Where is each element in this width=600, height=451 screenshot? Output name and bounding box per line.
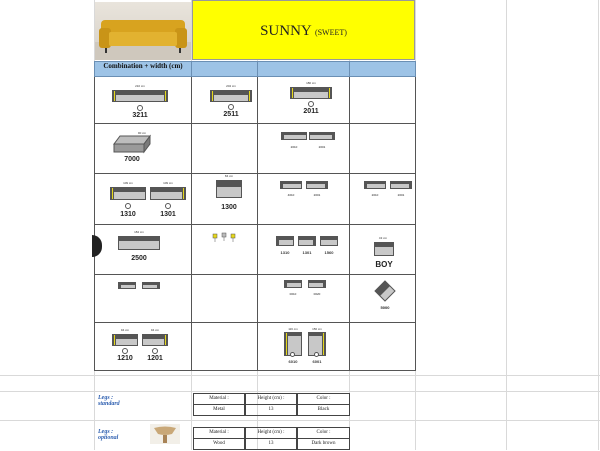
row-border — [94, 123, 416, 124]
grid-line — [598, 0, 599, 450]
sofa-1300-drawing — [216, 180, 242, 198]
code-1300: 1300 — [221, 204, 237, 211]
title-main: SUNNY — [260, 23, 312, 39]
legs-label-line1: Legs : — [98, 395, 114, 401]
code-1310: 1310 — [280, 250, 290, 255]
title-sub: (SWEET) — [314, 28, 347, 37]
position-circle — [308, 101, 314, 107]
product-photo — [95, 2, 191, 60]
sofa-2010-drawing — [281, 132, 307, 140]
code-1201: 1201 — [147, 355, 163, 362]
sofa-1201-drawing — [142, 334, 168, 346]
page-title — [193, 23, 414, 40]
scroll-handle[interactable] — [92, 235, 102, 257]
header-cell — [191, 61, 258, 77]
sofa-0010-drawing — [284, 280, 302, 288]
code-2010: 2010 — [371, 193, 379, 197]
code-0010: 0010 — [289, 292, 297, 296]
sofa-2001-drawing — [390, 181, 412, 189]
dimension-label: 94 cm — [120, 328, 130, 332]
sofa-0020-drawing — [308, 280, 326, 288]
boy-drawing — [374, 242, 394, 256]
wooden-leg-image — [148, 422, 182, 446]
sofa-1210-drawing — [112, 334, 138, 346]
dimension-label: 84 cm — [224, 174, 234, 178]
position-circle — [290, 352, 295, 357]
color-value: Dark brown — [297, 438, 350, 450]
height-value: 13 — [245, 404, 297, 416]
row-border — [94, 370, 416, 371]
position-circle — [314, 352, 319, 357]
col-border — [94, 77, 95, 371]
legs-optional-label — [98, 429, 118, 441]
position-circle — [228, 104, 234, 110]
code-5000: 5000 — [380, 305, 390, 310]
col-border — [257, 77, 258, 371]
dimension-label: 90 cm — [137, 131, 147, 135]
row-border — [94, 322, 416, 323]
code-2001: 2001 — [313, 193, 321, 197]
code-2011: 2011 — [303, 108, 319, 115]
header-cell — [349, 61, 416, 77]
position-circle — [137, 105, 143, 111]
position-circle — [122, 348, 128, 354]
code-2500: 2500 — [131, 255, 147, 262]
grid-line — [0, 420, 600, 421]
row-border — [94, 224, 416, 225]
code-2010: 2010 — [290, 145, 298, 149]
position-circle — [165, 203, 171, 209]
material-value: Wood — [193, 438, 245, 450]
code-2001: 2001 — [318, 145, 326, 149]
sofa-1310-drawing — [110, 187, 146, 200]
height-header: Height (cm) : — [245, 393, 297, 405]
grid-line — [506, 0, 507, 450]
dimension-label: 116 cm — [288, 327, 298, 331]
code-1310: 1310 — [120, 211, 136, 218]
dimension-label: 180 cm — [306, 81, 316, 85]
header-cell — [257, 61, 350, 77]
dimension-label: 109 cm — [123, 181, 133, 185]
material-header: Material : — [193, 427, 245, 439]
sofa-2001-drawing — [306, 181, 328, 189]
sofa-2010-drawing — [364, 181, 386, 189]
pillows-icon — [212, 232, 242, 244]
position-circle — [125, 203, 131, 209]
code-1301: 1301 — [302, 250, 312, 255]
sofa-4010-drawing — [280, 181, 302, 189]
legs-standard-table — [193, 393, 350, 417]
sofa-1560-drawing — [320, 236, 338, 246]
sofa-2511-drawing — [210, 90, 252, 102]
sofa-1301-drawing — [150, 187, 186, 200]
sofa-2500-drawing — [118, 236, 160, 250]
code-6010: 6010 — [288, 359, 298, 364]
ottoman-7000-drawing — [112, 134, 152, 154]
grid-line — [0, 375, 600, 376]
code-2511: 2511 — [223, 111, 239, 118]
sofa-1310-drawing — [276, 236, 294, 246]
dimension-label: 43 cm — [378, 236, 388, 240]
dimension-label: 210 cm — [135, 84, 145, 88]
code-1210: 1210 — [117, 355, 133, 362]
material-value: Metal — [193, 404, 245, 416]
code-0020: 0020 — [313, 292, 321, 296]
row-border — [94, 274, 416, 275]
height-header: Height (cm) : — [245, 427, 297, 439]
sofa-1301-drawing — [298, 236, 316, 246]
material-header: Material : — [193, 393, 245, 405]
dimension-label: 94 cm — [150, 328, 160, 332]
code-1301: 1301 — [160, 211, 176, 218]
legs-optional-table — [193, 427, 350, 451]
header-cell — [94, 61, 192, 77]
sofa-3211-drawing — [112, 90, 168, 102]
code-1560: 1560 — [324, 250, 334, 255]
color-header: Color : — [297, 393, 350, 405]
grid-line — [0, 391, 600, 392]
code-4010: 4010 — [287, 193, 295, 197]
dimension-label: 156 cm — [312, 327, 322, 331]
code-7000: 7000 — [124, 156, 140, 163]
col-border — [415, 77, 416, 371]
sofa-2011-drawing — [290, 87, 332, 99]
title-cell — [192, 0, 415, 60]
dimension-label: 109 cm — [163, 181, 173, 185]
sofa-small-drawing — [142, 282, 160, 289]
color-value: Black — [297, 404, 350, 416]
color-header: Color : — [297, 427, 350, 439]
code-3211: 3211 — [132, 112, 148, 119]
code-6001: 6001 — [312, 359, 322, 364]
legs-label-line1: Legs : — [98, 429, 114, 435]
dimension-label: 204 cm — [226, 84, 236, 88]
height-value: 13 — [245, 438, 297, 450]
row-border — [94, 173, 416, 174]
dimension-label: 184 cm — [134, 230, 144, 234]
col-border — [349, 77, 350, 371]
corner-5000-drawing — [374, 280, 396, 302]
code-boy: BOY — [375, 260, 393, 269]
code-2001: 2001 — [397, 193, 405, 197]
legs-label-line2: standard — [98, 401, 120, 407]
col-border — [191, 77, 192, 371]
position-circle — [152, 348, 158, 354]
header-col1: Combination + width (cm) — [103, 62, 183, 70]
sofa-small-drawing — [118, 282, 136, 289]
legs-label-line2: optional — [98, 435, 119, 441]
legs-standard-label — [98, 395, 120, 407]
sofa-2001-drawing — [309, 132, 335, 140]
